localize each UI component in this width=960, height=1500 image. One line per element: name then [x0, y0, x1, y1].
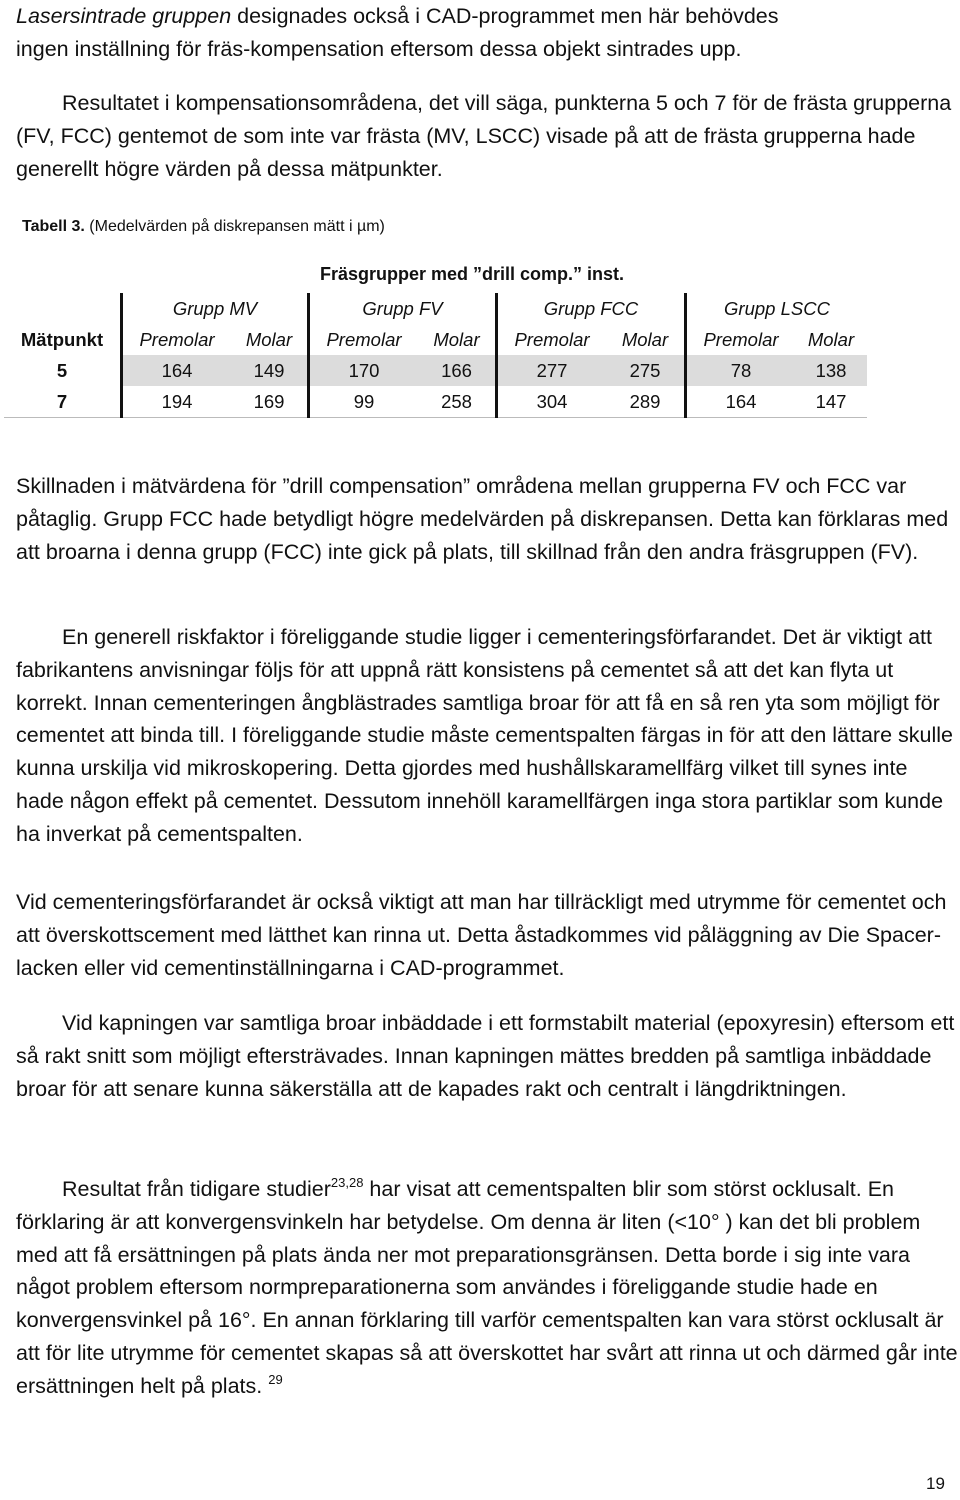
- riskfaktor-text: En generell riskfaktor i föreliggande studie ligger i cementeringsförfarandet. Det är viktigt att fabrikantens anvisningar följs för att uppnå rätt konsistens på cementet så att det kan flyta ut korrekt. Innan cementeringen ångblästrades samtliga broar för att få en så ren yta som möjligt för cementet att binda till. I föreliggande studie måste cementspalten färgas in för att den lättare skulle kunna urskilja vid mikroskopering. Detta gjordes med hushållskaramellfärg vilket till synes inte hade någon effekt på cementet. Dessutom innehöll karamellfärgen inga stora partiklar som kunde ha inverkat på cementspalten.: [16, 625, 953, 846]
- skillnaden-paragraph: Skillnaden i mätvärdena för ”drill compensation” områdena mellan grupperna FV och FCC var påtaglig. Grupp FCC hade betydligt högre medelvärden på diskrepansen. Detta kan förklaras med att broarna i denna grupp (FCC) inte gick på plats, till skillnad från den andra fräsgruppen (FV).: [16, 474, 949, 564]
- table-cell: 164: [122, 355, 232, 386]
- intro-line1: designades också i CAD-programmet men här behövdes: [231, 4, 779, 28]
- table-cell: 149: [231, 355, 309, 386]
- table-cell: 289: [606, 386, 686, 418]
- table-caption-label: Tabell 3.: [22, 218, 85, 235]
- group-lscc: Grupp LSCC: [686, 293, 868, 324]
- resultat-paragraph: [16, 1173, 960, 1403]
- result-text: Resultatet i kompensationsområdena, det vill säga, punkterna 5 och 7 för de frästa grupperna (FV, FCC) gentemot de som inte var frästa (MV, LSCC) visade på att de frästa grupperna hade generellt högre värden på dessa mätpunkter.: [16, 91, 952, 181]
- table-cell: 169: [231, 386, 309, 418]
- group-fv: Grupp FV: [309, 293, 497, 324]
- row-label: 7: [4, 386, 122, 418]
- table-group-header: Fräsgrupper med ”drill comp.” inst.: [320, 264, 625, 284]
- table-cell: 170: [309, 355, 419, 386]
- cementering-paragraph: Vid cementeringsförfarandet är också viktigt att man har tillräckligt med utrymme för cementet och att överskottscement med lätthet kan rinna ut. Detta åstadkommes vid påläggning av Die Spacer-lacken eller vid cementinställningarna i CAD-programmet.: [16, 890, 947, 980]
- reference-superscript: 29: [268, 1371, 283, 1387]
- row-header-matpunkt: Mätpunkt: [20, 328, 104, 350]
- subheader-cell: Molar: [807, 328, 855, 350]
- table-cell: 277: [497, 355, 607, 386]
- table-cell: 138: [795, 355, 867, 386]
- table-cell: 164: [686, 386, 796, 418]
- table-subheader-row: [4, 324, 867, 355]
- page-number: 19: [926, 1474, 945, 1493]
- lasersintrade-term: Lasersintrade gruppen: [16, 4, 232, 28]
- subheader-cell: Molar: [433, 328, 480, 350]
- kapning-text: Vid kapningen var samtliga broar inbäddade i ett formstabilt material (epoxyresin) eftersom ett så rakt snitt som möjligt eftersträvades. Innan kapningen mättes bredden på samtliga inbäddade broar för att senare kunna säkerställa att de kapades rakt och centralt i längdriktningen.: [16, 1011, 955, 1101]
- subheader-cell: Premolar: [686, 324, 796, 355]
- table-group-row: [4, 293, 867, 324]
- table-cell: 304: [497, 386, 607, 418]
- subheader-cell: Premolar: [122, 324, 232, 355]
- intro-line2: ingen inställning för fräs-kompensation eftersom dessa objekt sintrades upp.: [16, 36, 742, 61]
- measurement-table: [4, 293, 867, 418]
- group-fcc: Grupp FCC: [497, 293, 686, 324]
- subheader-cell: Premolar: [497, 324, 607, 355]
- subheader-cell: Molar: [621, 328, 669, 350]
- table-cell: 275: [606, 355, 686, 386]
- group-mv: Grupp MV: [122, 293, 309, 324]
- table-corner: [4, 293, 122, 324]
- table-row: [4, 355, 867, 386]
- result-paragraph: [16, 87, 960, 185]
- row-label: 5: [56, 359, 68, 381]
- table-cell: 194: [122, 386, 232, 418]
- intro-paragraph: [16, 0, 960, 66]
- subheader-cell: Premolar: [309, 324, 419, 355]
- reference-superscript: 23,28: [330, 1175, 364, 1190]
- table-cell: 166: [418, 355, 497, 386]
- kapning-paragraph: [16, 1007, 960, 1105]
- table-caption: [22, 218, 385, 236]
- riskfaktor-paragraph: [16, 621, 960, 851]
- table-cell: 258: [418, 386, 497, 418]
- table-caption-text: (Medelvärden på diskrepansen mätt i µm): [84, 218, 385, 235]
- table-cell: 78: [686, 355, 796, 386]
- resultat-text-part2: har visat att cementspalten blir som störst ocklusalt. En förklaring är att konvergensvinkeln har betydelse. Om denna är liten (<10° ) kan det bli problem med att få ersättningen på plats ända ner mot preparationsgränsen. Detta borde i sig inte vara något problem eftersom normpreparationerna som användes i föreliggande studie hade en konvergensvinkel på 16°. En annan förklaring till varför cementspalten kan vara störst ocklusalt är att för lite utrymme för cementet skapas så att överskottet har svårt att rinna ut och därmed går inte ersättningen helt på plats.: [16, 1177, 958, 1398]
- table-row: [4, 386, 867, 418]
- resultat-text-part1: Resultat från tidigare studier: [62, 1177, 331, 1201]
- table-cell: 147: [795, 386, 867, 418]
- table-cell: 99: [309, 386, 419, 418]
- subheader-cell: Molar: [245, 328, 293, 350]
